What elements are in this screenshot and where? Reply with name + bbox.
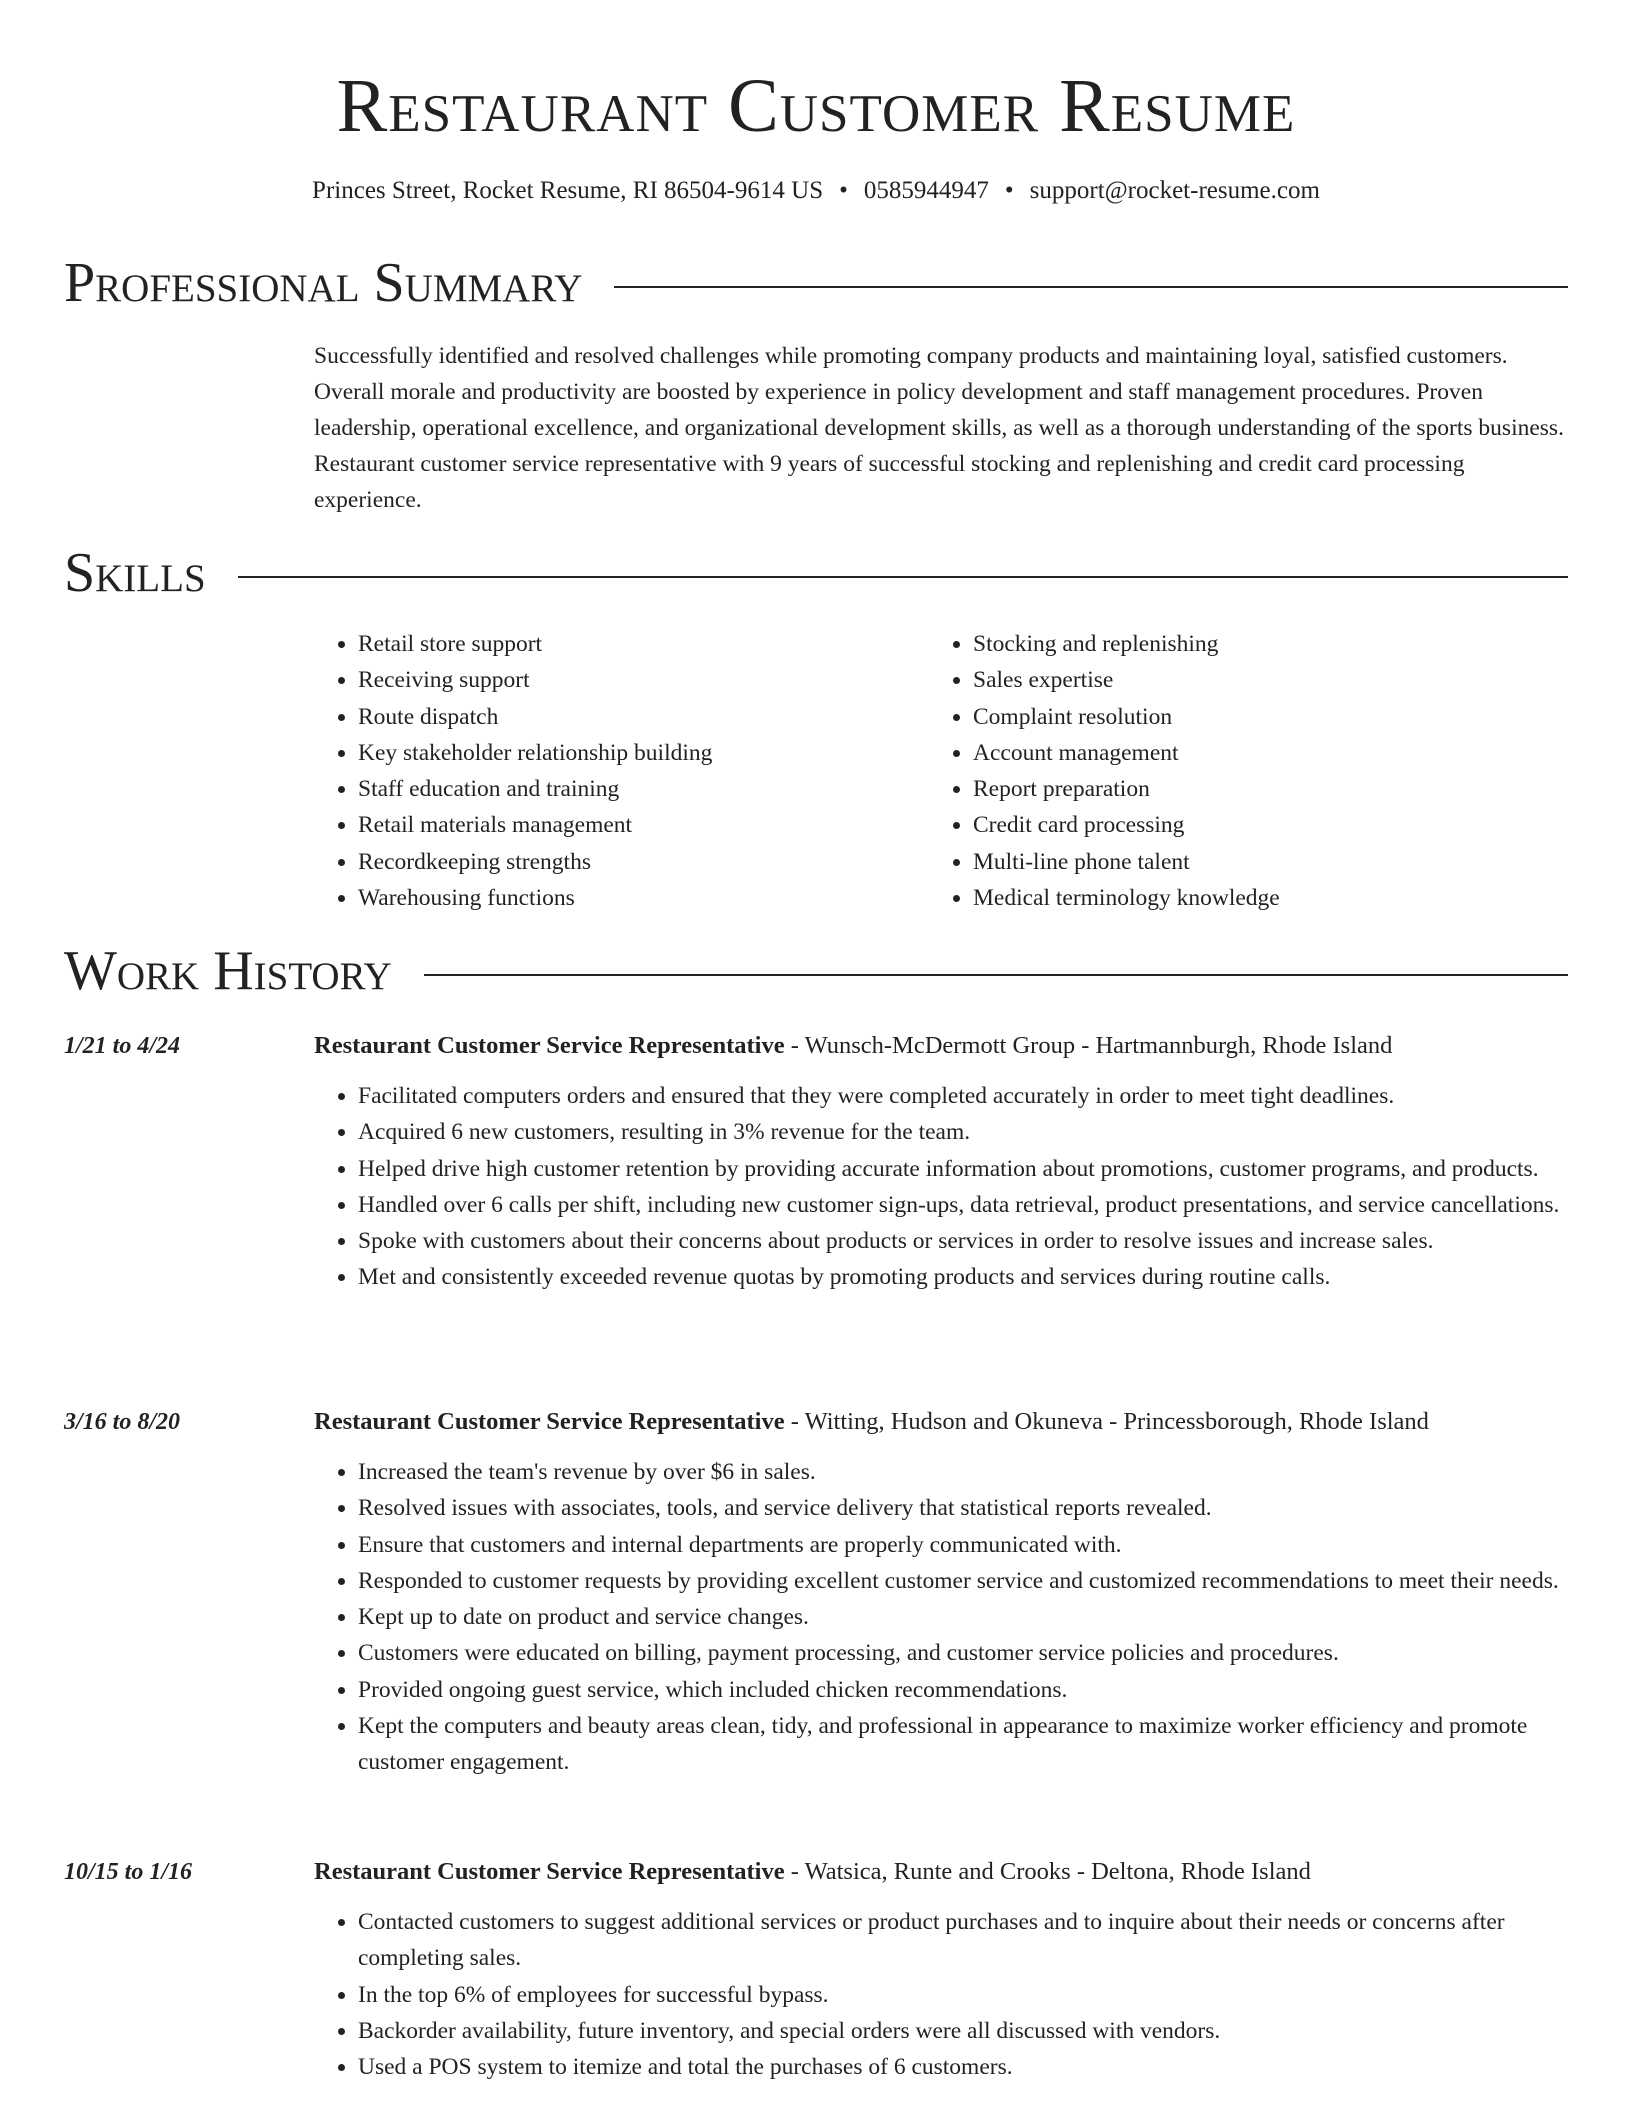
job-dates: 1/21 to 4/24 — [64, 1033, 181, 1059]
job-bullet: • Responded to customer requests by providing excellent customer service and customized recommendations to meet their needs. — [358, 1563, 1568, 1599]
skill-item: • Staff education and training — [358, 771, 928, 807]
skills-heading-row — [64, 540, 1568, 606]
job-title-line — [314, 1028, 1568, 1064]
job-bullet: • Handled over 6 calls per shift, including new customer sign-ups, data retrieval, product presentations, and service cancellations. — [358, 1187, 1568, 1223]
section-divider — [614, 286, 1568, 288]
job-bullet: • Increased the team's revenue by over $6 in sales. — [358, 1454, 1568, 1490]
job-employer: - Watsica, Runte and Crooks - Deltona, Rhode Island — [784, 1858, 1311, 1885]
job-bullets — [314, 1454, 1568, 1781]
job-bullet: • Spoke with customers about their concerns about products or services in order to resolve issues and increase sales. — [358, 1223, 1568, 1259]
contact-separator: • — [1004, 177, 1014, 204]
skill-item: • Account management — [973, 735, 1613, 771]
skill-item: • Warehousing functions — [358, 880, 928, 916]
summary-heading-row — [64, 250, 1568, 316]
job-bullet: • Facilitated computers orders and ensured that they were completed accurately in order to meet tight deadlines. — [358, 1078, 1568, 1114]
job-bullets — [314, 1078, 1568, 1296]
job-title-line — [314, 1404, 1568, 1440]
job-role: Restaurant Customer Service Representative — [314, 1408, 785, 1435]
skill-item: • Route dispatch — [358, 699, 928, 735]
skill-item: • Medical terminology knowledge — [973, 880, 1613, 916]
skill-item: • Multi-line phone talent — [973, 844, 1613, 880]
job-bullet: • Used a POS system to itemize and total the purchases of 6 customers. — [358, 2049, 1568, 2085]
job-bullet: • Backorder availability, future inventory, and special orders were all discussed with vendors. — [358, 2013, 1568, 2049]
section-divider — [424, 974, 1568, 976]
skill-item: • Complaint resolution — [973, 699, 1613, 735]
work-heading: Work History — [64, 940, 392, 1002]
summary-text: Successfully identified and resolved challenges while promoting company products and maintaining loyal, satisfied customers. Overall morale and productivity are boosted by experience in policy development and staff management procedures. Proven leadership, operational excellence, and organizational development skills, as well as a thorough understanding of the sports business. Restaurant customer service representative with 9 years of successful stocking and replenishing and credit card processing experience. — [314, 343, 1564, 513]
skills-heading: Skills — [64, 542, 206, 604]
work-heading-row — [64, 938, 1568, 1004]
job-employer: - Witting, Hudson and Okuneva - Princessborough, Rhode Island — [784, 1408, 1429, 1435]
section-divider — [238, 576, 1568, 578]
job-bullet: • Ensure that customers and internal departments are properly communicated with. — [358, 1527, 1568, 1563]
contact-separator: • — [839, 177, 848, 204]
skill-item: • Stocking and replenishing — [973, 626, 1613, 662]
skill-item: • Report preparation — [973, 771, 1613, 807]
skill-item: • Credit card processing — [973, 807, 1613, 843]
skill-item: • Sales expertise — [973, 662, 1613, 698]
contact-line — [0, 174, 1632, 208]
job-bullet: • Contacted customers to suggest additional services or product purchases and to inquire about their needs or concerns after completing sales. — [358, 1904, 1568, 1977]
skills-list-left — [314, 626, 928, 916]
summary-heading: Professional Summary — [64, 252, 583, 314]
job-bullets — [314, 1904, 1568, 2085]
job-bullet: • Provided ongoing guest service, which included chicken recommendations. — [358, 1672, 1568, 1708]
job-bullet: • Acquired 6 new customers, resulting in 3% revenue for the team. — [358, 1114, 1568, 1150]
contact-phone: 0585944947 — [863, 177, 989, 204]
job-bullet: • In the top 6% of employees for successful bypass. — [358, 1977, 1568, 2013]
contact-email: support@rocket-resume.com — [1029, 177, 1320, 204]
job-title-line — [314, 1854, 1568, 1890]
skill-item: • Recordkeeping strengths — [358, 844, 928, 880]
skill-item: • Key stakeholder relationship building — [358, 735, 928, 771]
job-bullet: • Kept the computers and beauty areas clean, tidy, and professional in appearance to maximize worker efficiency and promote customer engagement. — [358, 1708, 1568, 1781]
job-bullet: • Met and consistently exceeded revenue quotas by promoting products and services during routine calls. — [358, 1259, 1568, 1295]
skill-item: • Receiving support — [358, 662, 928, 698]
skills-list-right — [929, 626, 1613, 916]
contact-address: Princes Street, Rocket Resume, RI 86504-9614 US — [312, 177, 824, 204]
job-bullet: • Kept up to date on product and service changes. — [358, 1599, 1568, 1635]
job-role: Restaurant Customer Service Representative — [314, 1858, 785, 1885]
job-bullet: • Resolved issues with associates, tools, and service delivery that statistical reports revealed. — [358, 1490, 1568, 1526]
skill-item: • Retail store support — [358, 626, 928, 662]
job-role: Restaurant Customer Service Representative — [314, 1032, 785, 1059]
job-dates: 3/16 to 8/20 — [64, 1409, 181, 1435]
skill-item: • Retail materials management — [358, 807, 928, 843]
job-employer: - Wunsch-McDermott Group - Hartmannburgh, Rhode Island — [784, 1032, 1393, 1059]
resume-title: Restaurant Customer Resume — [336, 64, 1296, 148]
job-dates: 10/15 to 1/16 — [64, 1859, 193, 1885]
job-bullet: • Customers were educated on billing, payment processing, and customer service policies and procedures. — [358, 1635, 1568, 1671]
job-bullet: • Helped drive high customer retention by providing accurate information about promotions, customer programs, and products. — [358, 1151, 1568, 1187]
